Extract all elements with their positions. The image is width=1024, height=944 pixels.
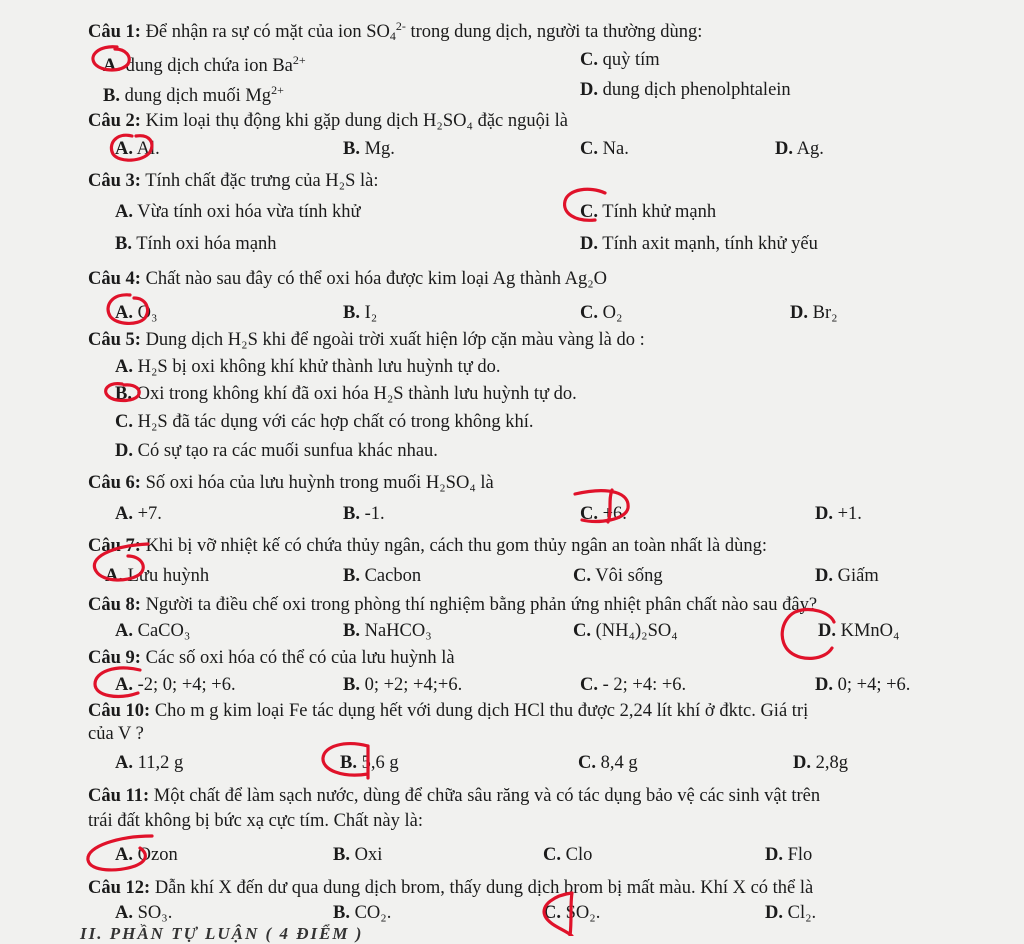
q12-option-b[interactable]: B. CO₂. xyxy=(333,903,392,923)
question-1: Câu 1: Để nhận ra sự có mặt của ion $SO_4^{2-}$ trong dung dịch, người ta thường dùng: xyxy=(88,19,703,43)
question-6: Câu 6: Số oxi hóa của lưu huỳnh trong muối H₂SO₄ là xyxy=(88,473,494,493)
question-3: Câu 3: Tính chất đặc trưng của H₂S là: xyxy=(88,171,379,191)
q12-option-a[interactable]: A. SO₃. xyxy=(115,903,173,923)
q11-option-c[interactable]: C. Clo xyxy=(543,845,593,865)
q3-option-a[interactable]: A. Vừa tính oxi hóa vừa tính khử xyxy=(115,202,361,222)
q5-option-a[interactable]: A. H₂S bị oxi không khí khử thành lưu huỳnh tự do. xyxy=(115,357,501,377)
q11-option-b[interactable]: B. Oxi xyxy=(333,845,383,865)
q4-option-b[interactable]: B. I₂ xyxy=(343,303,378,323)
question-8: Câu 8: Người ta điều chế oxi trong phòng thí nghiệm bằng phản ứng nhiệt phân chất nào sau đây? xyxy=(88,595,818,615)
question-12: Câu 12: Dẫn khí X đến dư qua dung dịch brom, thấy dung dịch brom bị mất màu. Khí X có thể là xyxy=(88,878,814,898)
q1-option-b[interactable]: B. dung dịch muối $Mg^{2+}$ xyxy=(103,83,284,106)
q2-option-a[interactable]: A. Al. xyxy=(115,139,160,159)
q5-option-d[interactable]: D. Có sự tạo ra các muối sunfua khác nhau. xyxy=(115,441,438,461)
q12-option-c[interactable]: C. SO₂. xyxy=(543,903,601,923)
q9-option-c[interactable]: C. - 2; +4: +6. xyxy=(580,675,687,695)
q6-option-a[interactable]: A. +7. xyxy=(115,504,162,524)
q10-option-d[interactable]: D. 2,8g xyxy=(793,753,848,773)
q7-option-c[interactable]: C. Vôi sống xyxy=(573,566,663,586)
q6-option-c[interactable]: C. +6. xyxy=(580,504,627,524)
q5-option-b[interactable]: B. Oxi trong không khí đã oxi hóa H₂S thành lưu huỳnh tự do. xyxy=(115,384,577,404)
q8-option-d[interactable]: D. KMnO₄ xyxy=(818,621,900,641)
q10-option-c[interactable]: C. 8,4 g xyxy=(578,753,638,773)
q12-option-d[interactable]: D. Cl₂. xyxy=(765,903,817,923)
q6-option-b[interactable]: B. -1. xyxy=(343,504,385,524)
q10-option-a[interactable]: A. 11,2 g xyxy=(115,753,184,773)
q4-option-c[interactable]: C. O₂ xyxy=(580,303,623,323)
question-4: Câu 4: Chất nào sau đây có thể oxi hóa được kim loại Ag thành Ag₂O xyxy=(88,269,608,289)
question-10: Câu 10: Cho m g kim loại Fe tác dụng hết với dung dịch HCl thu được 2,24 lít khí ở đktc. Giá trị xyxy=(88,701,809,721)
q8-option-a[interactable]: A. CaCO₃ xyxy=(115,621,191,641)
q3-option-b[interactable]: B. Tính oxi hóa mạnh xyxy=(115,234,277,254)
q11-option-a[interactable]: A. Ozon xyxy=(115,845,178,865)
q1-option-c[interactable]: C. quỳ tím xyxy=(580,50,660,70)
question-2: Câu 2: Kim loại thụ động khi gặp dung dịch H₂SO₄ đặc nguội là xyxy=(88,111,568,131)
q2-option-c[interactable]: C. Na. xyxy=(580,139,629,159)
question-11: Câu 11: Một chất để làm sạch nước, dùng để chữa sâu răng và có tác dụng bảo vệ các sinh vật trên xyxy=(88,786,821,806)
q8-option-b[interactable]: B. NaHCO₃ xyxy=(343,621,432,641)
q4-option-a[interactable]: A. O₃ xyxy=(115,303,158,323)
q6-option-d[interactable]: D. +1. xyxy=(815,504,862,524)
q3-option-c[interactable]: C. Tính khử mạnh xyxy=(580,202,717,222)
question-9: Câu 9: Các số oxi hóa có thể có của lưu huỳnh là xyxy=(88,648,455,668)
section-heading-cut: II. PHẦN TỰ LUẬN ( 4 ĐIỂM ) xyxy=(80,924,364,943)
q11-option-d[interactable]: D. Flo xyxy=(765,845,813,865)
q5-option-c[interactable]: C. H₂S đã tác dụng với các hợp chất có trong không khí. xyxy=(115,412,534,432)
q2-option-b[interactable]: B. Mg. xyxy=(343,139,395,159)
question-7: Câu 7: Khi bị vỡ nhiệt kế có chứa thủy ngân, cách thu gom thủy ngân an toàn nhất là dùng: xyxy=(88,536,767,556)
q7-option-b[interactable]: B. Cacbon xyxy=(343,566,422,586)
q10-option-b[interactable]: B. 5,6 g xyxy=(340,753,399,773)
q2-option-d[interactable]: D. Ag. xyxy=(775,139,824,159)
q8-option-c[interactable]: C. (NH₄)₂SO₄ xyxy=(573,621,678,641)
q7-option-d[interactable]: D. Giấm xyxy=(815,566,879,586)
q4-option-d[interactable]: D. Br₂ xyxy=(790,303,838,323)
question-11-cont: trái đất không bị bức xạ cực tím. Chất này là: xyxy=(88,811,423,831)
q9-option-a[interactable]: A. -2; 0; +4; +6. xyxy=(115,675,236,695)
q3-option-d[interactable]: D. Tính axit mạnh, tính khử yếu xyxy=(580,234,818,254)
question-5: Câu 5: Dung dịch H₂S khi để ngoài trời xuất hiện lớp cặn màu vàng là do : xyxy=(88,330,645,350)
q9-option-b[interactable]: B. 0; +2; +4;+6. xyxy=(343,675,463,695)
q9-option-d[interactable]: D. 0; +4; +6. xyxy=(815,675,911,695)
q7-option-a[interactable]: A. Lưu huỳnh xyxy=(105,566,210,586)
q1-option-d[interactable]: D. dung dịch phenolphtalein xyxy=(580,80,791,100)
q1-option-a[interactable]: A. dung dịch chứa ion $Ba^{2+}$ xyxy=(103,53,306,76)
question-10-cont: của V ? xyxy=(88,724,144,744)
